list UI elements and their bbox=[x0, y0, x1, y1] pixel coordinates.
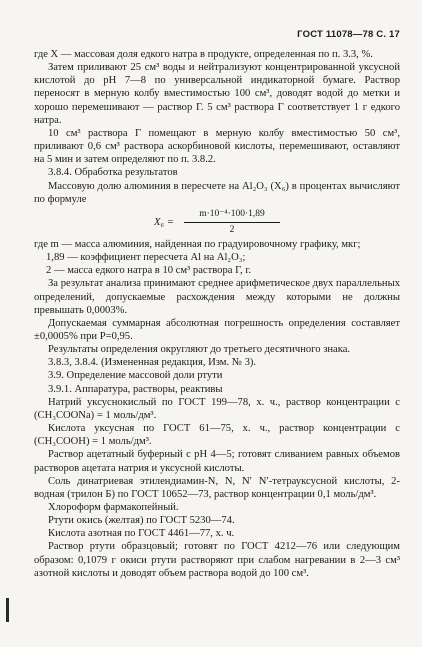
paragraph-sodium-acetate: Натрий уксуснокислый по ГОСТ 199—78, х. ч., раствор концентрации c (CH₃COONa) = 1 моль/дм³. bbox=[34, 396, 400, 421]
paragraph-neutralization: Затем приливают 25 см³ воды и нейтрализуют концентрированной уксусной кислотой до pH 7—8 по универсальной индикаторной бумаге. Раствор переносят в мерную колбу вместимостью 100 см³, доводят водой до метки и хорошо перемешивают — раствор Г. 5 см³ раствора Г соответствует 1 г едкого натра. bbox=[34, 62, 400, 126]
paragraph-buffer: Раствор ацетатный буферный с pH 4—5; готовят сливанием равных объемов растворов ацетата натрия и уксусной кислоты. bbox=[34, 449, 400, 474]
formula-x6 bbox=[34, 208, 400, 236]
paragraph-solution-g: 10 см³ раствора Г помещают в мерную колбу вместимостью 50 см³, приливают 0,6 см³ раствора аскорбиновой кислоты, перемешивают, оставляют на 5 мин и затем определяют по п. 3.8.2. bbox=[34, 127, 400, 166]
paragraph-acetic-acid: Кислота уксусная по ГОСТ 61—75, х. ч., раствор концентрации c (CH₃COOH) = 1 моль/дм³. bbox=[34, 423, 400, 448]
where-m-definition: где m — масса алюминия, найденная по градуировочному графику, мкг; bbox=[34, 238, 361, 250]
paragraph-result: За результат анализа принимают среднее арифметическое двух параллельных определений, допускаемые расхождения между которыми не должны превышать 0,0003%. bbox=[34, 278, 400, 316]
paragraph-amendment: 3.8.3, 3.8.4. (Измененная редакция, Изм. № 3). bbox=[48, 357, 257, 369]
page-header: ГОСТ 11078—78 С. 17 bbox=[297, 29, 400, 40]
section-3-9-1-heading: 3.9.1. Аппаратура, растворы, реактивы bbox=[48, 383, 223, 395]
paragraph-error: Допускаемая суммарная абсолютная погрешность определения составляет ±0,0005% при P=0,95. bbox=[34, 317, 400, 342]
section-3-9-heading: 3.9. Определение массовой доли ртути bbox=[48, 370, 223, 382]
formula-denominator: 2 bbox=[229, 225, 235, 236]
formula-numerator: m·10⁻⁴·100·1,89 bbox=[184, 208, 280, 223]
formula-lhs: X₆ = bbox=[154, 216, 174, 228]
paragraph-nitric-acid: Кислота азотная по ГОСТ 4461—77, х. ч. bbox=[48, 528, 235, 540]
coefficient-definition: 1,89 — коэффициент пересчета Al на Al₂O₃; bbox=[46, 252, 246, 264]
paragraph-formula-intro: Массовую долю алюминия в пересчете на Al₂O₃ (X₆) в процентах вычисляют по формуле bbox=[34, 180, 400, 205]
paragraph-chloroform: Хлороформ фармакопейный. bbox=[48, 502, 179, 513]
paragraph-mercury-oxide: Ртути окись (желтая) по ГОСТ 5230—74. bbox=[48, 515, 235, 527]
mass-definition: 2 — масса едкого натра в 10 см³ раствора Г, г. bbox=[46, 265, 252, 277]
paragraph-mercury-solution: Раствор ртути образцовый; готовят по ГОСТ 4212—76 или следующим образом: 0,1079 г окиси ртути растворяют при слабом нагревании в 2—3 см³ азотной кислоты и доводят объем раствора водой до 100 см³. bbox=[34, 541, 400, 579]
where-x-definition: где X — массовая доля едкого натра в продукте, определенная по п. 3.3, %. bbox=[34, 49, 373, 60]
paragraph-rounding: Результаты определения округляют до третьего десятичного знака. bbox=[48, 344, 351, 356]
page-content bbox=[34, 48, 400, 580]
section-3-8-4-heading: 3.8.4. Обработка результатов bbox=[48, 167, 178, 179]
margin-mark bbox=[6, 598, 9, 622]
paragraph-trilon: Соль динатриевая этилендиамин-N, N, N′ N′-тетрауксусной кислоты, 2-водная (трилон Б) по ГОСТ 10652—73, раствор концентрации 0,1 моль/дм³. bbox=[34, 475, 400, 500]
formula-fraction bbox=[184, 208, 280, 237]
